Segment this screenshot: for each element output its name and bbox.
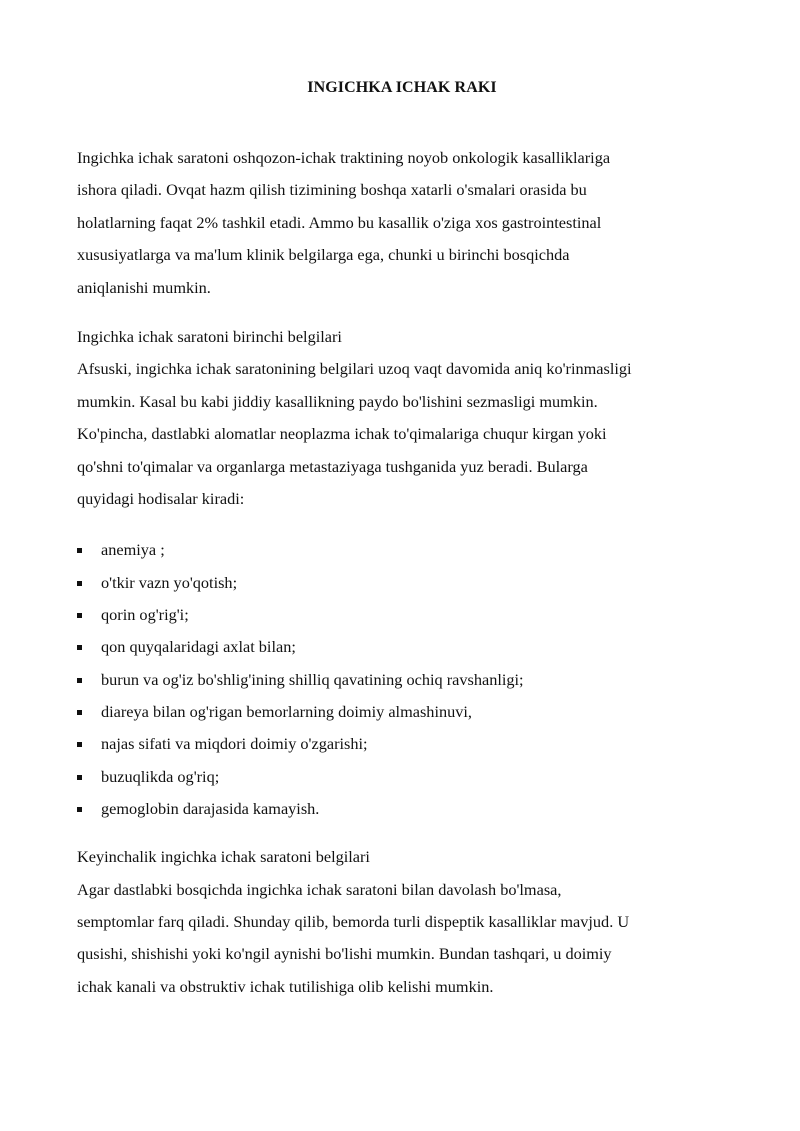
text-line: quyidagi hodisalar kiradi: [77, 489, 245, 509]
text-line: Ko'pincha, dastlabki alomatlar neoplazma ichak to'qimalariga chuqur kirgan yoki [77, 424, 607, 444]
square-bullet-icon [77, 807, 82, 812]
document-title: INGICHKA ICHAK RAKI [307, 79, 497, 96]
section-heading-first-signs: Ingichka ichak saratoni birinchi belgilari [77, 327, 342, 347]
square-bullet-icon [77, 742, 82, 747]
document-page [77, 76, 727, 1003]
text-line: qusishi, shishishi yoki ko'ngil aynishi bo'lishi mumkin. Bundan tashqari, u doimiy [77, 944, 612, 964]
text-line: xususiyatlarga va ma'lum klinik belgilarga ega, chunki u birinchi bosqichda [77, 245, 570, 265]
square-bullet-icon [77, 775, 82, 780]
list-item: qon quyqalaridagi axlat bilan; [77, 631, 727, 663]
square-bullet-icon [77, 613, 82, 618]
list-item: burun va og'iz bo'shlig'ining shilliq qavatining ochiq ravshanligi; [77, 664, 727, 696]
section-heading-later-signs: Keyinchalik ingichka ichak saratoni belgilari [77, 847, 370, 867]
symptoms-list [77, 534, 727, 825]
list-item: najas sifati va miqdori doimiy o'zgarishi; [77, 728, 727, 760]
list-item: buzuqlikda og'riq; [77, 761, 727, 793]
text-line: aniqlanishi mumkin. [77, 277, 211, 297]
square-bullet-icon [77, 581, 82, 586]
text-line: Afsuski, ingichka ichak saratonining belgilari uzoq vaqt davomida aniq ko'rinmasligi [77, 359, 632, 379]
text-line: qo'shni to'qimalar va organlarga metastaziyaga tushganida yuz beradi. Bularga [77, 456, 588, 476]
text-line: holatlarning faqat 2% tashkil etadi. Ammo bu kasallik o'ziga xos gastrointestinal [77, 212, 602, 232]
square-bullet-icon [77, 645, 82, 650]
square-bullet-icon [77, 678, 82, 683]
square-bullet-icon [77, 548, 82, 553]
text-line: Ingichka ichak saratoni oshqozon-ichak traktining noyob onkologik kasalliklariga [77, 148, 611, 167]
list-item: diareya bilan og'rigan bemorlarning doimiy almashinuvi, [77, 696, 727, 728]
text-line: ichak kanali va obstruktiv ichak tutilishiga olib kelishi mumkin. [77, 976, 494, 996]
later-signs-paragraph [77, 874, 727, 1004]
list-item: o'tkir vazn yo'qotish; [77, 567, 727, 599]
text-line: semptomlar farq qiladi. Shunday qilib, bemorda turli dispeptik kasalliklar mavjud. U [77, 911, 630, 931]
first-signs-paragraph [77, 353, 727, 515]
list-item: anemiya ; [77, 534, 727, 566]
list-item: qorin og'rig'i; [77, 599, 727, 631]
text-line: mumkin. Kasal bu kabi jiddiy kasallikning paydo bo'lishini sezmasligi mumkin. [77, 391, 598, 411]
intro-paragraph [77, 142, 727, 304]
square-bullet-icon [77, 710, 82, 715]
text-line: Agar dastlabki bosqichda ingichka ichak saratoni bilan davolash bo'lmasa, [77, 879, 562, 899]
list-item: gemoglobin darajasida kamayish. [77, 793, 727, 825]
text-line: ishora qiladi. Ovqat hazm qilish tizimining boshqa xatarli o'smalari orasida bu [77, 180, 587, 200]
